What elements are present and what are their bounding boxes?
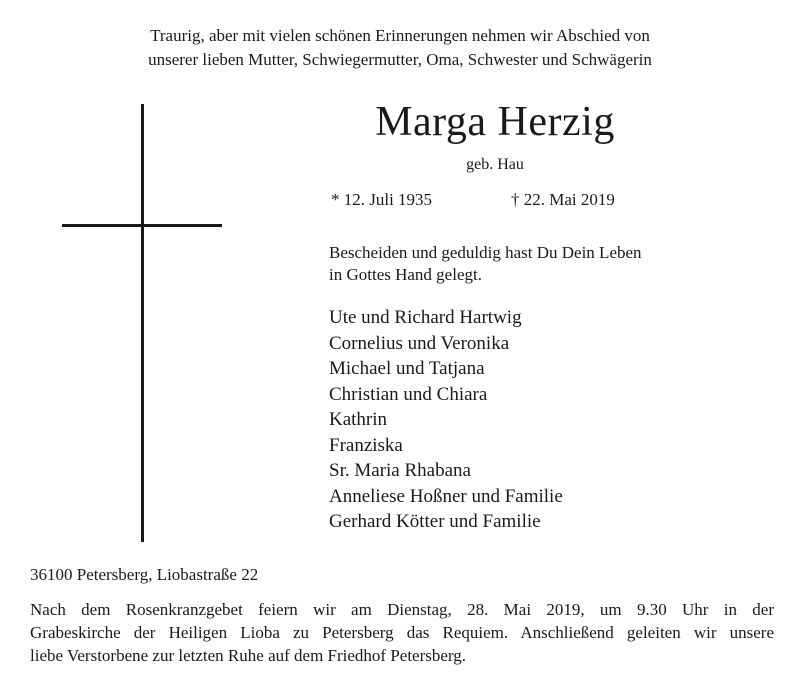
closing-line-2: Grabeskirche der Heiligen Lioba zu Petersberg das Requiem. Anschließend geleiten wir unsere [30, 623, 774, 642]
mourner-item: Gerhard Kötter und Familie [329, 511, 541, 532]
intro-line-2: unserer lieben Mutter, Schwiegermutter, Oma, Schwester und Schwägerin [148, 50, 652, 69]
mourner-item: Cornelius und Veronika [329, 332, 510, 354]
cross-vertical-bar [141, 104, 144, 542]
death-date: † 22. Mai 2019 [511, 190, 615, 209]
mourner-item: Anneliese Hoßner und Familie [329, 485, 563, 507]
intro-line-1: Traurig, aber mit vielen schönen Erinnerungen nehmen wir Abschied von [150, 26, 650, 45]
mourner-item: Michael und Tatjana [329, 358, 485, 379]
service-announcement [30, 598, 774, 667]
maiden-name: geb. Hau [466, 156, 524, 173]
family-address: 36100 Petersberg, Liobastraße 22 [30, 565, 259, 584]
deceased-name: Marga Herzig [375, 99, 615, 145]
quote-line-2: in Gottes Hand gelegt. [329, 265, 482, 284]
closing-line-1: Nach dem Rosenkranzgebet feiern wir am Dienstag, 28. Mai 2019, um 9.30 Uhr in der [30, 600, 774, 619]
mourner-item: Kathrin [329, 409, 388, 430]
mourner-item: Christian und Chiara [329, 383, 488, 405]
intro-text [0, 24, 800, 72]
mourner-item: Ute und Richard Hartwig [329, 307, 522, 328]
mourner-item: Franziska [329, 434, 403, 456]
mourners-list [329, 305, 563, 535]
quote-line-1: Bescheiden und geduldig hast Du Dein Leben [329, 243, 642, 262]
closing-line-3: liebe Verstorbene zur letzten Ruhe auf dem Friedhof Petersberg. [30, 646, 467, 665]
birth-date: * 12. Juli 1935 [331, 190, 433, 209]
cross-horizontal-bar [62, 224, 222, 227]
memorial-quote [329, 242, 642, 286]
mourner-item: Sr. Maria Rhabana [329, 460, 471, 481]
